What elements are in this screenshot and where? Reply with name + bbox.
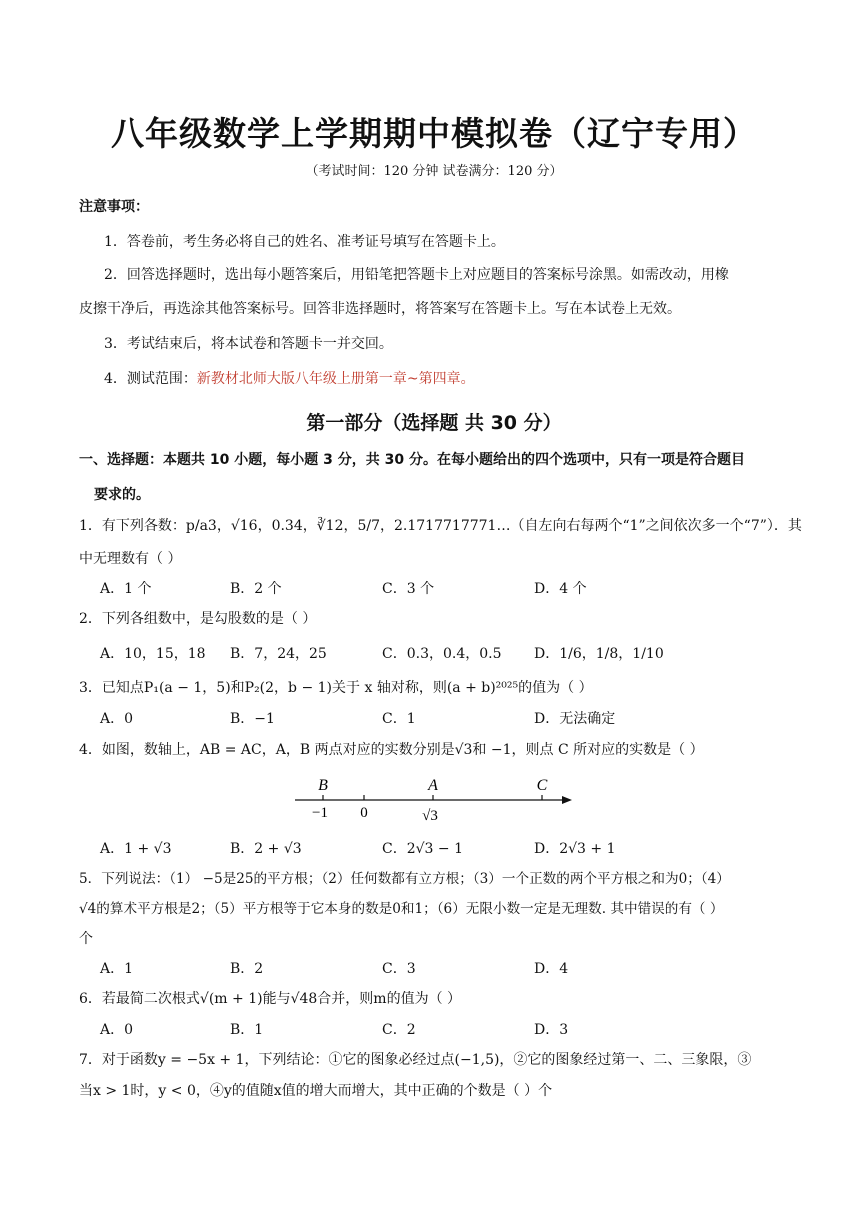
label-b: B bbox=[318, 777, 328, 794]
question-1-option-b: B．2 个 bbox=[230, 581, 282, 597]
notice-item-2: 2．回答选择题时，选出每小题答案后，用铅笔把答题卡上对应题目的答案标号涂黑。如需改动，用橡 bbox=[104, 267, 729, 283]
question-7-stem-cont: 当x > 1时，y < 0，④y的值随x值的增大而增大，其中正确的个数是（ ）个 bbox=[79, 1083, 553, 1099]
question-2-option-c: C．0.3，0.4，0.5 bbox=[382, 646, 502, 662]
notice-heading: 注意事项： bbox=[79, 199, 149, 215]
question-6-option-d: D．3 bbox=[534, 1022, 569, 1038]
question-4-stem: 4．如图，数轴上，AB = AC，A，B 两点对应的实数分别是√3和 −1，则点 C 所对应的实数是（ ） bbox=[79, 742, 704, 758]
number-line-arrow bbox=[562, 796, 572, 804]
question-6-option-c: C．2 bbox=[382, 1022, 416, 1038]
notice-item-4-prefix: 4．测试范围： bbox=[104, 371, 197, 387]
test-scope: 新教材北师大版八年级上册第一章~第四章。 bbox=[196, 371, 475, 387]
page-title: 八年级数学上学期期中模拟卷（辽宁专用） bbox=[111, 114, 757, 153]
question-5-stem-cont: √4的算术平方根是2；（5）平方根等于它本身的数是0和1；（6）无限小数一定是无理数. 其中错误的有（ ） bbox=[79, 901, 724, 917]
question-4-option-d: D．2√3 + 1 bbox=[534, 841, 616, 857]
question-3-option-a: A．0 bbox=[100, 711, 134, 727]
label-sqrt3: √3 bbox=[422, 808, 438, 824]
question-3-option-b: B．−1 bbox=[230, 711, 275, 727]
label-c: C bbox=[536, 777, 548, 794]
question-5-option-b: B．2 bbox=[230, 961, 264, 977]
exam-info: （考试时间：120 分钟 试卷满分：120 分） bbox=[305, 164, 563, 179]
question-6-option-b: B．1 bbox=[230, 1022, 264, 1038]
question-1-option-d: D．4 个 bbox=[534, 581, 587, 597]
question-6-stem: 6．若最简二次根式√(m + 1)能与√48合并，则m的值为（ ） bbox=[79, 991, 462, 1007]
question-5-option-c: C．3 bbox=[382, 961, 416, 977]
part1-intro-cont: 要求的。 bbox=[94, 487, 150, 503]
section-title: 第一部分（选择题 共 30 分） bbox=[306, 412, 562, 434]
question-7-stem: 7．对于函数y = −5x + 1，下列结论：①它的图象必经过点(−1,5)，②它的图象经过第一、二、三象限，③ bbox=[79, 1052, 752, 1068]
question-3-option-c: C．1 bbox=[382, 711, 416, 727]
number-line-figure bbox=[290, 770, 580, 830]
question-5-option-a: A．1 bbox=[100, 961, 134, 977]
label-a: A bbox=[428, 777, 438, 794]
question-2-option-a: A．10，15，18 bbox=[100, 646, 206, 662]
question-4-option-c: C．2√3 − 1 bbox=[382, 841, 463, 857]
question-6-option-a: A．0 bbox=[100, 1022, 134, 1038]
question-5-option-d: D．4 bbox=[534, 961, 569, 977]
question-2-option-d: D．1/6，1/8，1/10 bbox=[534, 646, 664, 662]
question-4-option-b: B．2 + √3 bbox=[230, 841, 302, 857]
question-1-option-a: A．1 个 bbox=[100, 581, 152, 597]
notice-item-1: 1．答卷前，考生务必将自己的姓名、准考证号填写在答题卡上。 bbox=[104, 234, 505, 250]
question-1-option-c: C．3 个 bbox=[382, 581, 435, 597]
question-5-stem: 5．下列说法：（1） −5是25的平方根；（2）任何数都有立方根；（3）一个正数的两个平方根之和为0；（4） bbox=[79, 871, 730, 887]
part1-intro: 一、选择题：本题共 10 小题，每小题 3 分，共 30 分。在每小题给出的四个选项中，只有一项是符合题目 bbox=[79, 452, 745, 468]
question-2-option-b: B．7，24，25 bbox=[230, 646, 327, 662]
notice-item-3: 3．考试结束后，将本试卷和答题卡一并交回。 bbox=[104, 336, 393, 352]
label-zero: 0 bbox=[360, 805, 368, 821]
notice-item-4 bbox=[104, 370, 475, 388]
question-5-stem-end: 个 bbox=[79, 931, 93, 947]
question-1-stem-cont: 中无理数有（ ） bbox=[79, 551, 182, 567]
label-minus-one: −1 bbox=[312, 805, 328, 821]
question-3-stem: 3．已知点P₁(a − 1，5)和P₂(2，b − 1)关于 x 轴对称，则(a + b)²⁰²⁵的值为（ ） bbox=[79, 680, 593, 696]
question-2-stem: 2．下列各组数中，是勾股数的是（ ） bbox=[79, 611, 317, 627]
notice-item-2-cont: 皮擦干净后，再选涂其他答案标号。回答非选择题时，将答案写在答题卡上。写在本试卷上无效。 bbox=[79, 301, 681, 317]
question-4-option-a: A．1 + √3 bbox=[100, 841, 172, 857]
question-1-stem: 1．有下列各数：p/a3，√16，0.34，∛12，5/7，2.1717717771…（自左向右每两个“1”之间依次多一个“7”）．其 bbox=[79, 518, 802, 534]
question-3-option-d: D．无法确定 bbox=[534, 711, 616, 727]
